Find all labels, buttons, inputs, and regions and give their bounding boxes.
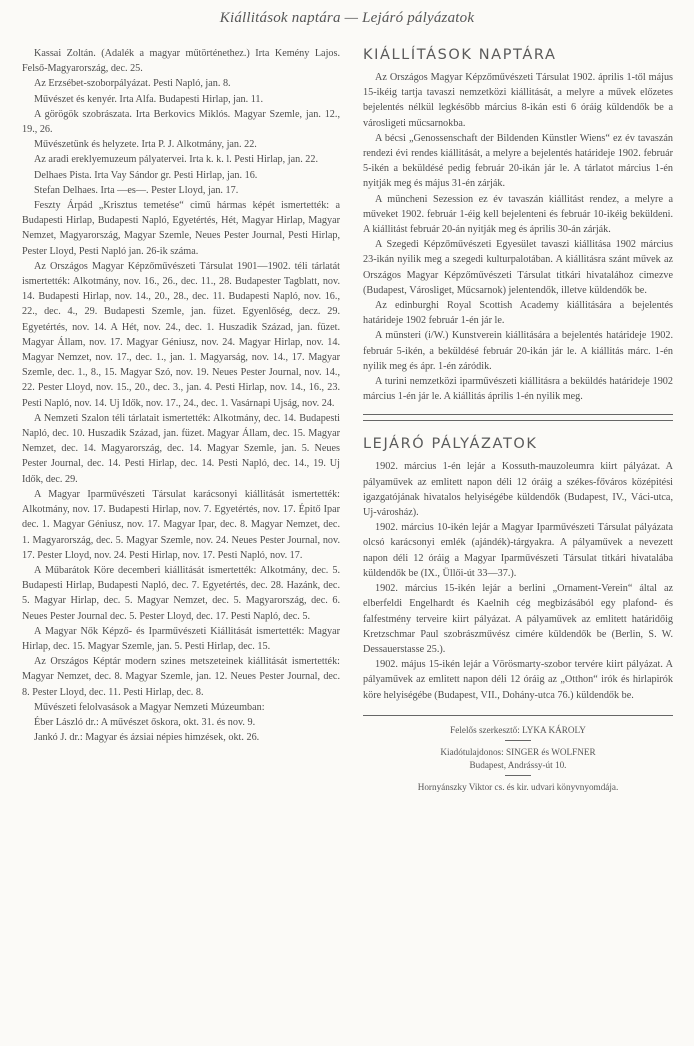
editor-line: Felelős szerkesztő: LYKA KÁROLY: [450, 724, 586, 735]
paragraph: Az aradi ereklyemuzeum pályatervei. Irta k. k. l. Pesti Hirlap, jan. 22.: [34, 154, 319, 166]
paragraph: 1902. március 15-ikén lejár a berlini „Ornament-Verein“ által az elberfeldi Engelhardt és Kaelnih cég megbizásából egy plafond- és falfestmény terveire kiirt pályázat. A pályaművek az emlitett határidőig Kretzschmar Paul szobrászművész cimére küldendők be (Berlin, S. W. Dessauerstasse 25.).: [363, 583, 673, 655]
address-line: Budapest, Andrássy-út 10.: [469, 759, 567, 770]
paragraph: A Nemzeti Szalon téli tárlatait ismertették: Alkotmány, dec. 14. Budapesti Napló, dec. 10. Huszadik Század, jan. füzet. Magyar Állam, dec. 15. Magyar Nemzet, dec. 14. Magyarország, dec. 14. Magyar Szemle, jan. 5. Neues Pester Journal, dec. 14. Pesti Hirlap, dec. 14. Pesti Napló, dec. 14., 19. Uj Idők, dec. 29.: [22, 412, 340, 485]
paragraph: Stefan Delhaes. Irta —es—. Pester Lloyd, jan. 17.: [34, 184, 239, 196]
paragraph: Delhaes Pista. Irta Vay Sándor gr. Pesti Hirlap, jan. 16.: [34, 169, 258, 181]
paragraph: A Szegedi Képzőművészeti Egyesület tavaszi kiállitása 1902 március 23-ikán nyilik meg a szegedi kulturpalotában. A kiállitásra szánt művek az Országos Magyar Képzőművészeti Társulat titkári hivatalához cimezve (Budapest, Városliget, Műcsarnok) jelentendők, illetve küldendők be.: [363, 239, 673, 296]
paragraph: 1902. március 1-én lejár a Kossuth-mauzoleumra kiirt pályázat. A pályaművek az emlitett napon déli 12 óráig a székes-főváros középitési igazgatójának hivatalos helyiségébe küldendők (Budapest, IV., Váci-utca, Uj-városház).: [363, 461, 673, 519]
paragraph: Éber László dr.: A művészet őskora, okt. 31. és nov. 9.: [34, 716, 256, 728]
short-divider: [505, 775, 531, 776]
left-column: [22, 46, 340, 745]
paragraph: Kassai Zoltán. (Adalék a magyar műtörténethez.) Irta Kemény Lajos. Felső-Magyarország, dec. 25.: [22, 48, 340, 75]
paragraph: Az edinburghi Royal Scottish Academy kiállitására a bejelentés határideje 1902 február 1-én jár le.: [363, 300, 673, 327]
section-title-exhibitions: KIÁLLÍTÁSOK NAPTÁRA: [363, 47, 557, 63]
paragraph: A turini nemzetközi iparművészeti kiállitásra a beküldés határideje 1902 március 1-én jár le. A kiállitás április 1-én nyilik meg.: [363, 376, 673, 403]
right-column: [363, 46, 673, 794]
paragraph: Jankó J. dr.: Magyar és ázsiai népies himzések, okt. 26.: [34, 732, 260, 744]
paragraph: Feszty Árpád „Krisztus temetése“ cimű hármas képét ismertették: a Budapesti Hirlap, Budapesti Napló, Egyetértés, Hét, Magyar Hirlap, Magyar Nemzet, Magyarország, Magyar Szemle, Neues Pester Journal, Pesti Hirlap, Pester Lloyd, Pesti Napló jan. 26-ik száma.: [22, 200, 340, 257]
section-title-competitions: LEJÁRÓ PÁLYÁZATOK: [363, 436, 538, 453]
paragraph: Az Országos Képtár modern szines metszeteinek kiállitását ismertették: Magyar Nemzet, dec. 8. Magyar Szemle, jan. 12. Neues Pester Journal, dec. 8. Pester Lloyd, dec. 11. Pesti Hirlap, dec. 8.: [22, 656, 340, 698]
paragraph: A münsteri (i/W.) Kunstverein kiállitására a bejelentés határideje 1902. február 5-ikén, a beküldésé február 20-ikán jár le. A kiállitás márc. 1-én nyilik meg és ápr. 1-én záródik.: [363, 330, 673, 372]
running-head: Kiállitások naptára — Lejáró pályázatok: [219, 10, 475, 26]
paragraph: A Magyar Nők Képző- és Iparművészeti Kiállitását ismertették: Magyar Hirlap, dec. 15. Magyar Szemle, jan. 5. Pesti Hirlap, dec. 15.: [22, 625, 340, 652]
paragraph: Az Országos Magyar Képzőművészeti Társulat 1901—1902. téli tárlatát ismertették: Alkotmány, nov. 16., 26., dec. 11., 28. Budapester Tagblatt, nov. 14. Budapesti Hirlap, nov. 14., 20., 28., dec. 11. Budapesti Napló, nov. 16., 22., dec. 4., 29. Budapesti Szemle, jan. füzet. Egyenlőség, decz. 29. Egyetértés, nov. 14. A Hét, nov. 24., dec. 1. Huszadik Század, jan. füzet. Magyar Állam, nov. 17. Magyar Géniusz, nov. 24. Magyar Hirlap, nov. 14. Magyar Nemzet, nov. 17., dec. 1., jan. 1. Magyarság, nov. 14., 17. Magyar Szemle, dec. 1., 8., 15. Magyar Szó, nov. 19. Neues Pester Journal, nov. 14., 22. Pester Lloyd, nov. 15., 20., dec. 3., jan. 4. Pesti Hirlap, nov. 14., 16., 23. Pesti Napló, nov. 14. Uj Idők, nov. 17., 24., dec. 1. Vasárnapi Ujság, nov. 24.: [22, 260, 340, 409]
short-divider: [505, 740, 531, 741]
paragraph: A Magyar Iparművészeti Társulat karácsonyi kiállitását ismertették: Alkotmány, nov. 17. Budapesti Hirlap, nov. 7. Egyetértés, nov. 17. Épitő Ipar dec. 1. Magyar Géniusz, nov. 17. Magyar Ipar, dec. 8. Magyar Nemzet, dec. 1. Magyarország, dec. 5. Magyar Szemle, nov. 24. Neues Pester Journal, nov. 17. Pester Lloyd, nov. 24. Pesti Hirlap, nov. 17. Pesti Napló, nov. 17.: [22, 488, 340, 561]
paragraph: Művészet és kenyér. Irta Alfa. Budapesti Hirlap, jan. 11.: [34, 93, 264, 105]
paragraph: A Műbarátok Köre decemberi kiállitását ismertették: Alkotmány, dec. 5. Budapesti Hirlap, Budapesti Napló, dec. 7. Egyetértés, dec. 28. Hazánk, dec. 5. Magyar Hirlap, dec. 5. Magyar Nemzet, dec. 5. Magyarország, dec. 6. Neues Pester Journal dec. 5. Pester Lloyd, dec. 17. Pesti Napló, dec. 5.: [22, 564, 340, 622]
imprint: [363, 724, 673, 794]
publisher-line: Kiadótulajdonos: SINGER és WOLFNER: [440, 746, 596, 757]
printer-line: Hornyánszky Viktor cs. és kir. udvari könyvnyomdája.: [417, 781, 619, 792]
paragraph: Művészeti felolvasások a Magyar Nemzeti Múzeumban:: [34, 701, 265, 713]
divider: [363, 715, 673, 716]
paragraph: Az Erzsébet-szoborpályázat. Pesti Napló, jan. 8.: [34, 78, 231, 90]
paragraph: A bécsi „Genossenschaft der Bildenden Künstler Wiens“ ez év tavaszán rendezi évi rendes kiállitását, a melyre a bejelentés határideje 1902. február 5-ikén a beküldésé pedig február 20-ikán jár le. A tárlatot március 1-én nyitják meg és május 31-én zárják.: [363, 132, 673, 190]
paragraph: Művészetünk és helyzete. Irta P. J. Alkotmány, jan. 22.: [34, 139, 257, 151]
double-divider: [363, 414, 673, 421]
paragraph: 1902. március 10-ikén lejár a Magyar Iparművészeti Társulat pályázata olcsó karácsonyi emlék (ajándék)-tárgyakra. A pályaművek a nevezett napon déli 12 óráig a Magyar Iparművészeti Társulat titkári hivatalába küldendők be (IX., Üllői-út 33—37.).: [363, 522, 673, 579]
paragraph: Az Országos Magyar Képzőművészeti Társulat 1902. április 1-től május 15-ikéig tartja tavaszi nemzetközi kiállitását, a melyre a művek előzetes bejelentés nélkül legkésőbb március 8-ikán esti 6 óráig küldendők be a városligeti műcsarnokba.: [363, 72, 673, 129]
paragraph: A müncheni Sezession ez év tavaszán kiállitást rendez, a melyre a műveket 1902. február 1-éig kell bejelenteni és február 10-ikéig beküldeni. A kiállitást február 20-án nyitják meg és április 30-án zárják.: [363, 193, 673, 236]
paragraph: 1902. május 15-ikén lejár a Vörösmarty-szobor tervére kiirt pályázat. A pályaművek az emlitett napon déli 12 óráig az „Otthon“ irók és hirlapirók köre helyiségébe (Budapest, VII., Dohány-utca 76.) küldendők be.: [363, 659, 673, 701]
paragraph: A görögök szobrászata. Irta Berkovics Miklós. Magyar Szemle, jan. 12., 19., 26.: [22, 108, 340, 136]
